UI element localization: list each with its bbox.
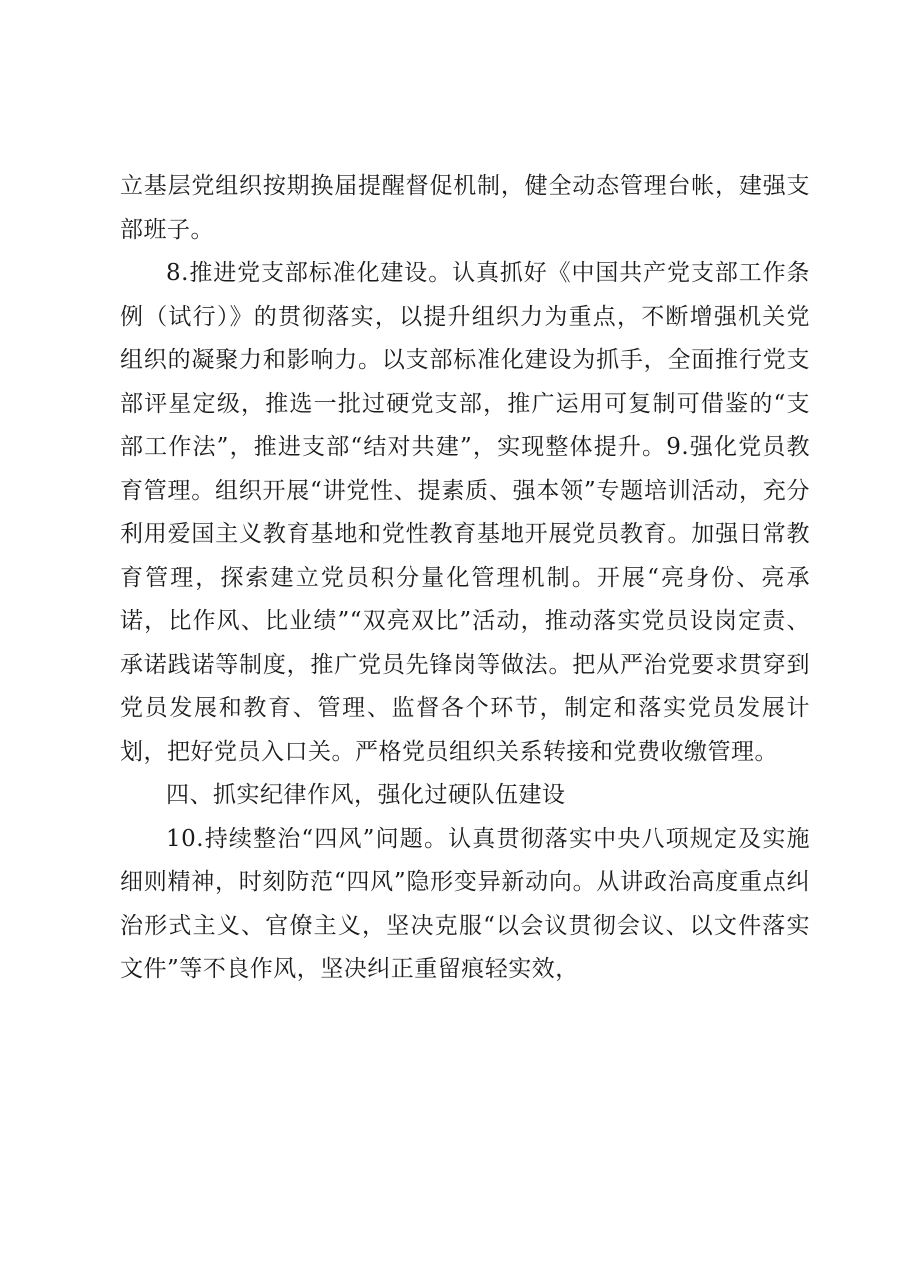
document-body	[120, 165, 810, 992]
paragraph-item-10: 10.持续整治“四风”问题。认真贯彻落实中央八项规定及实施细则精神，时刻防范“四风”隐形变异新动向。从讲政治高度重点纠治形式主义、官僚主义，坚决克服“以会议贯彻会议、以文件落实文件”等不良作风，坚决纠正重留痕轻实效，	[120, 825, 810, 982]
paragraph-continuation: 立基层党组织按期换届提醒督促机制，健全动态管理台帐，建强支部班子。	[120, 173, 810, 243]
section-heading-4: 四、抓实纪律作风，强化过硬队伍建设	[166, 782, 566, 808]
paragraph-item-8-9: 8.推进党支部标准化建设。认真抓好《中国共产党支部工作条例（试行）》的贯彻落实，以提升组织力为重点，不断增强机关党组织的凝聚力和影响力。以支部标准化建设为抓手，全面推行党支部评星定级，推选一批过硬党支部，推广运用可复制可借鉴的“支部工作法”，推进支部“结对共建”，实现整体提升。9.强化党员教育管理。组织开展“讲党性、提素质、强本领”专题培训活动，充分利用爱国主义教育基地和党性教育基地开展党员教育。加强日常教育管理，探索建立党员积分量化管理机制。开展“亮身份、亮承诺，比作风、比业绩”“双亮双比”活动，推动落实党员设岗定责、承诺践诺等制度，推广党员先锋岗等做法。把从严治党要求贯穿到党员发展和教育、管理、监督各个环节，制定和落实党员发展计划，把好党员入口关。严格党员组织关系转接和党费收缴管理。	[120, 260, 810, 765]
